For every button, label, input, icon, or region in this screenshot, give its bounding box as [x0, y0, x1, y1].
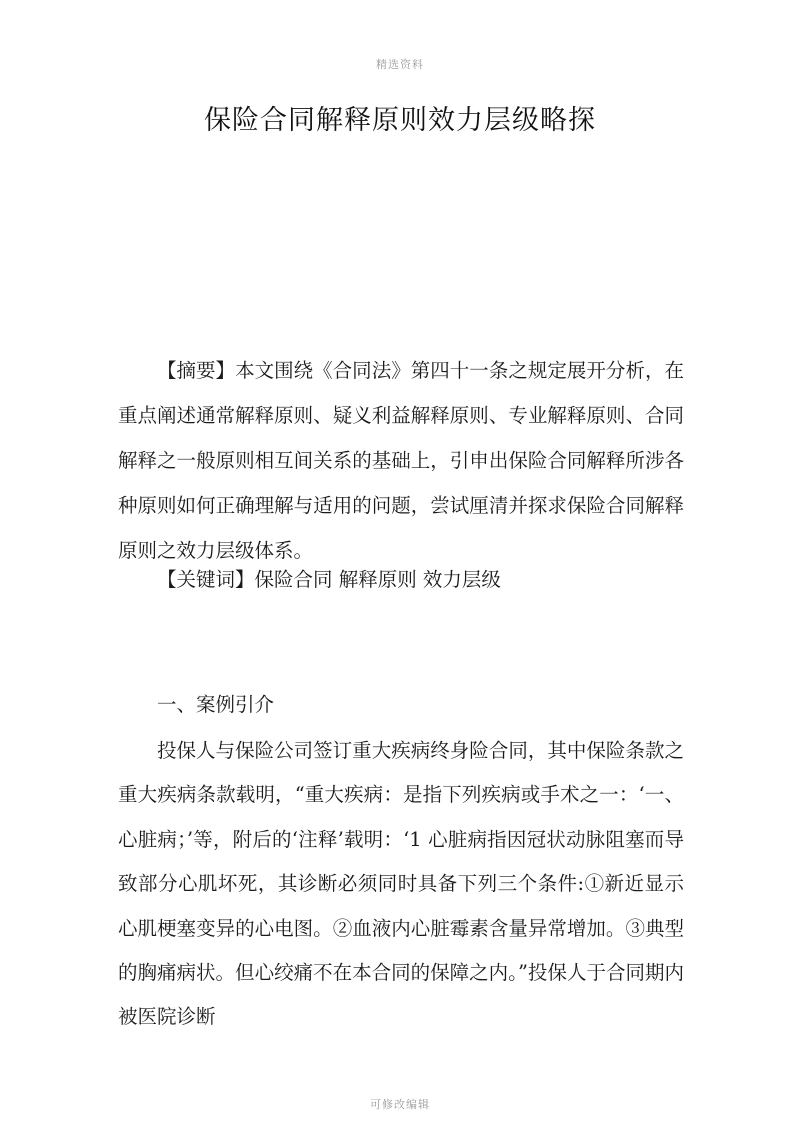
keywords-line: 【关键词】保险合同 解释原则 效力层级 — [157, 568, 501, 591]
abstract-paragraph: 【摘要】本文围绕《合同法》第四十一条之规定展开分析，在重点阐述通常解释原则、疑义利益解释原则、专业解释原则、合同解释之一般原则相互间关系的基础上，引申出保险合同解释所涉各种原则如何正确理解与适用的问题，尝试厘清并探求保险合同解释原则之效力层级体系。 — [118, 359, 684, 562]
page-footer-note: 可修改编辑 — [370, 1098, 430, 1111]
body-paragraph: 投保人与保险公司签订重大疾病终身险合同，其中保险条款之重大疾病条款载明，“重大疾病：是指下列疾病或手术之一：‘一、心脏病；’等，附后的‘注释’载明：‘1 心脏病指因冠状动脉阻塞而导致部分心肌坏死，其诊断必须同时具备下列三个条件:①新近显示心肌梗塞变异的心电图。②血液内心脏霉素含量异常增加。③典型的胸痛病状。但心绞痛不在本合同的保障之内。”投保人于合同期内被医院诊断 — [118, 739, 684, 1029]
document-title: 保险合同解释原则效力层级略探 — [204, 105, 596, 136]
page-header-watermark: 精选资料 — [376, 58, 424, 71]
section-heading: 一、案例引介 — [157, 693, 275, 716]
